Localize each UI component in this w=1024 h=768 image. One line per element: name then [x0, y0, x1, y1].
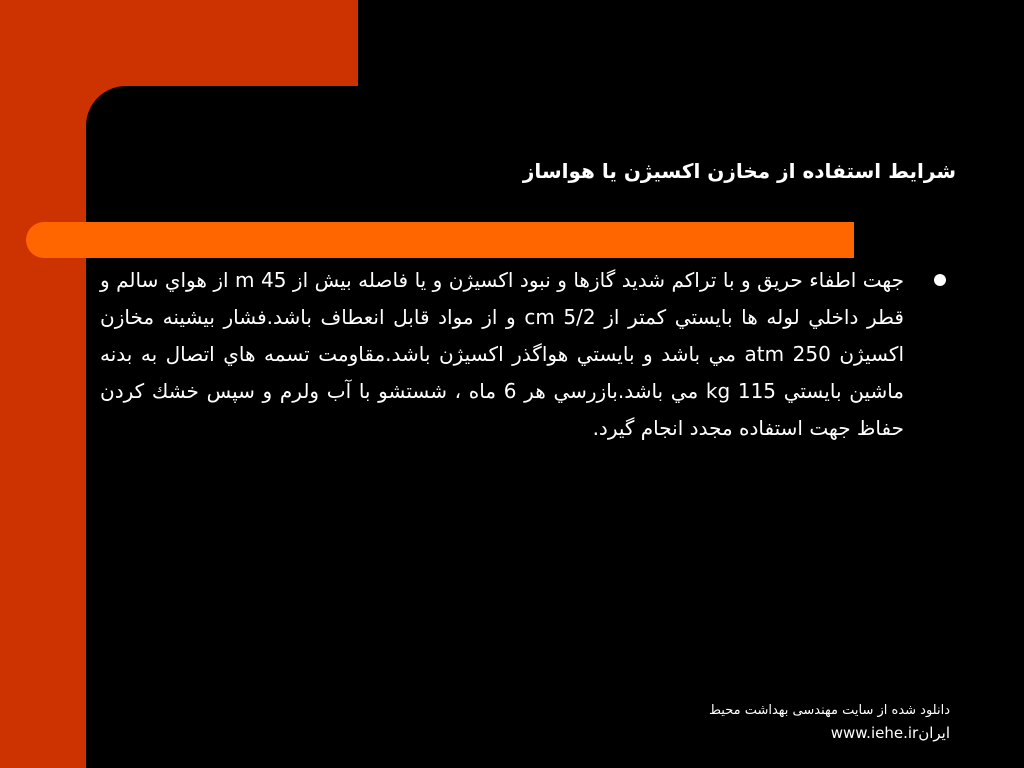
bullet-list — [100, 262, 952, 447]
bullet-dot-icon — [934, 274, 946, 286]
footer-link[interactable]: ایرانwww.iehe.ir — [830, 724, 950, 742]
footer — [660, 700, 950, 744]
bullet-item — [100, 262, 952, 447]
accent-bar — [26, 222, 854, 258]
slide-title: شرايط استفاده از مخازن اکسيژن يا هواساز — [522, 159, 956, 183]
slide-panel-top — [358, 0, 1024, 100]
bullet-text: جهت اطفاء حريق و با تراکم شديد گازها و نبود اکسيژن و يا فاصله بيش از 45 m از هواي سالم و قطر داخلي لوله ها بايستي کمتر از 5/2 cm و از مواد قابل انعطاف باشد.فشار بيشينه مخازن اکسيژن 250 atm مي باشد و بايستي هواگذر اکسيژن باشد.مقاومت تسمه هاي اتصال به بدنه ماشين بايستي 115 kg مي باشد.بازرسي هر 6 ماه ، شستشو با آب ولرم و سپس خشك كردن حفاظ جهت استفاده مجدد انجام گيرد. — [100, 268, 905, 440]
footer-line-1: دانلود شده از سایت مهندسی بهداشت محیط — [708, 703, 950, 718]
